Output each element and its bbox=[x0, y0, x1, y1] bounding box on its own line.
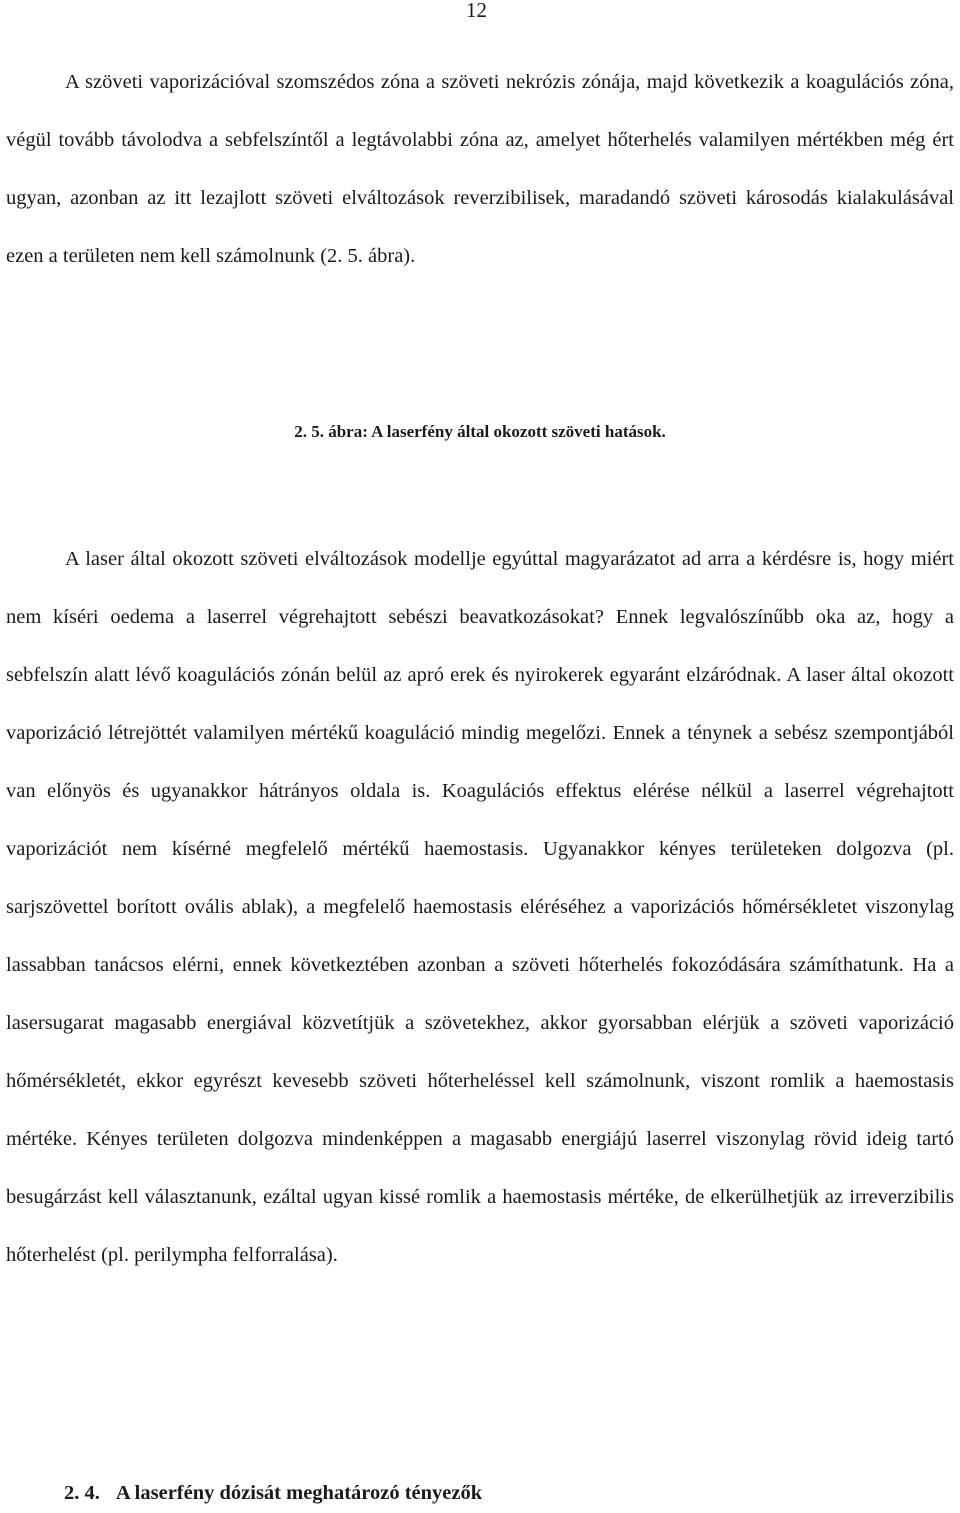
section-title: A laserfény dózisát meghatározó tényezők bbox=[115, 1482, 483, 1504]
body-paragraph: A szöveti vaporizációval szomszédos zóna a szöveti nekrózis zónája, majd következik a koagulációs zóna, végül tovább távolodva a sebfelszíntől a legtávolabbi zóna az, amelyet hőterhelés valamilyen mértékben még ért ugyan, azonban az itt lezajlott szöveti elváltozások reverzibilisek, maradandó szöveti károsodás kialakulásával ezen a területen nem kell számolnunk (2. 5. ábra). bbox=[6, 71, 954, 267]
page-number: 12 bbox=[466, 0, 487, 22]
section-number: 2. 4. bbox=[64, 1482, 100, 1504]
body-paragraph: A laser által okozott szöveti elváltozások modellje egyúttal magyarázatot ad arra a kérdésre is, hogy miért nem kíséri oedema a laserrel végrehajtott sebészi beavatkozásokat? Ennek legvalószínűbb oka az, hogy a sebfelszín alatt lévő koagulációs zónán belül az apró erek és nyirokerek egyaránt elzáródnak. A laser által okozott vaporizáció létrejöttét valamilyen mértékű koaguláció mindig megelőzi. Ennek a ténynek a sebész szempontjából van előnyös és ugyanakkor hátrányos oldala is. Koagulációs effektus elérése nélkül a laserrel végrehajtott vaporizációt nem kísérné megfelelő mértékű haemostasis. Ugyanakkor kényes területeken dolgozva (pl. sarjszövettel borított ovális ablak), a megfelelő haemostasis eléréséhez a vaporizációs hőmérsékletet viszonylag lassabban tanácsos elérni, ennek következtében azonban a szöveti hőterhelés fokozódására számíthatunk. Ha a lasersugarat magasabb energiával közvetítjük a szövetekhez, akkor gyorsabban elérjük a szöveti vaporizáció hőmérsékletét, ekkor egyrészt kevesebb szöveti hőterheléssel kell számolnunk, viszont romlik a haemostasis mértéke. Kényes területen dolgozva mindenképpen a magasabb energiájú laserrel viszonylag rövid ideig tartó besugárzást kell választanunk, ezáltal ugyan kissé romlik a haemostasis mértéke, de elkerülhetjük az irreverzibilis hőterhelést (pl. perilympha felforralása). bbox=[6, 548, 954, 1266]
section-heading bbox=[64, 1480, 482, 1506]
figure-caption: 2. 5. ábra: A laserfény által okozott szöveti hatások. bbox=[294, 422, 666, 441]
